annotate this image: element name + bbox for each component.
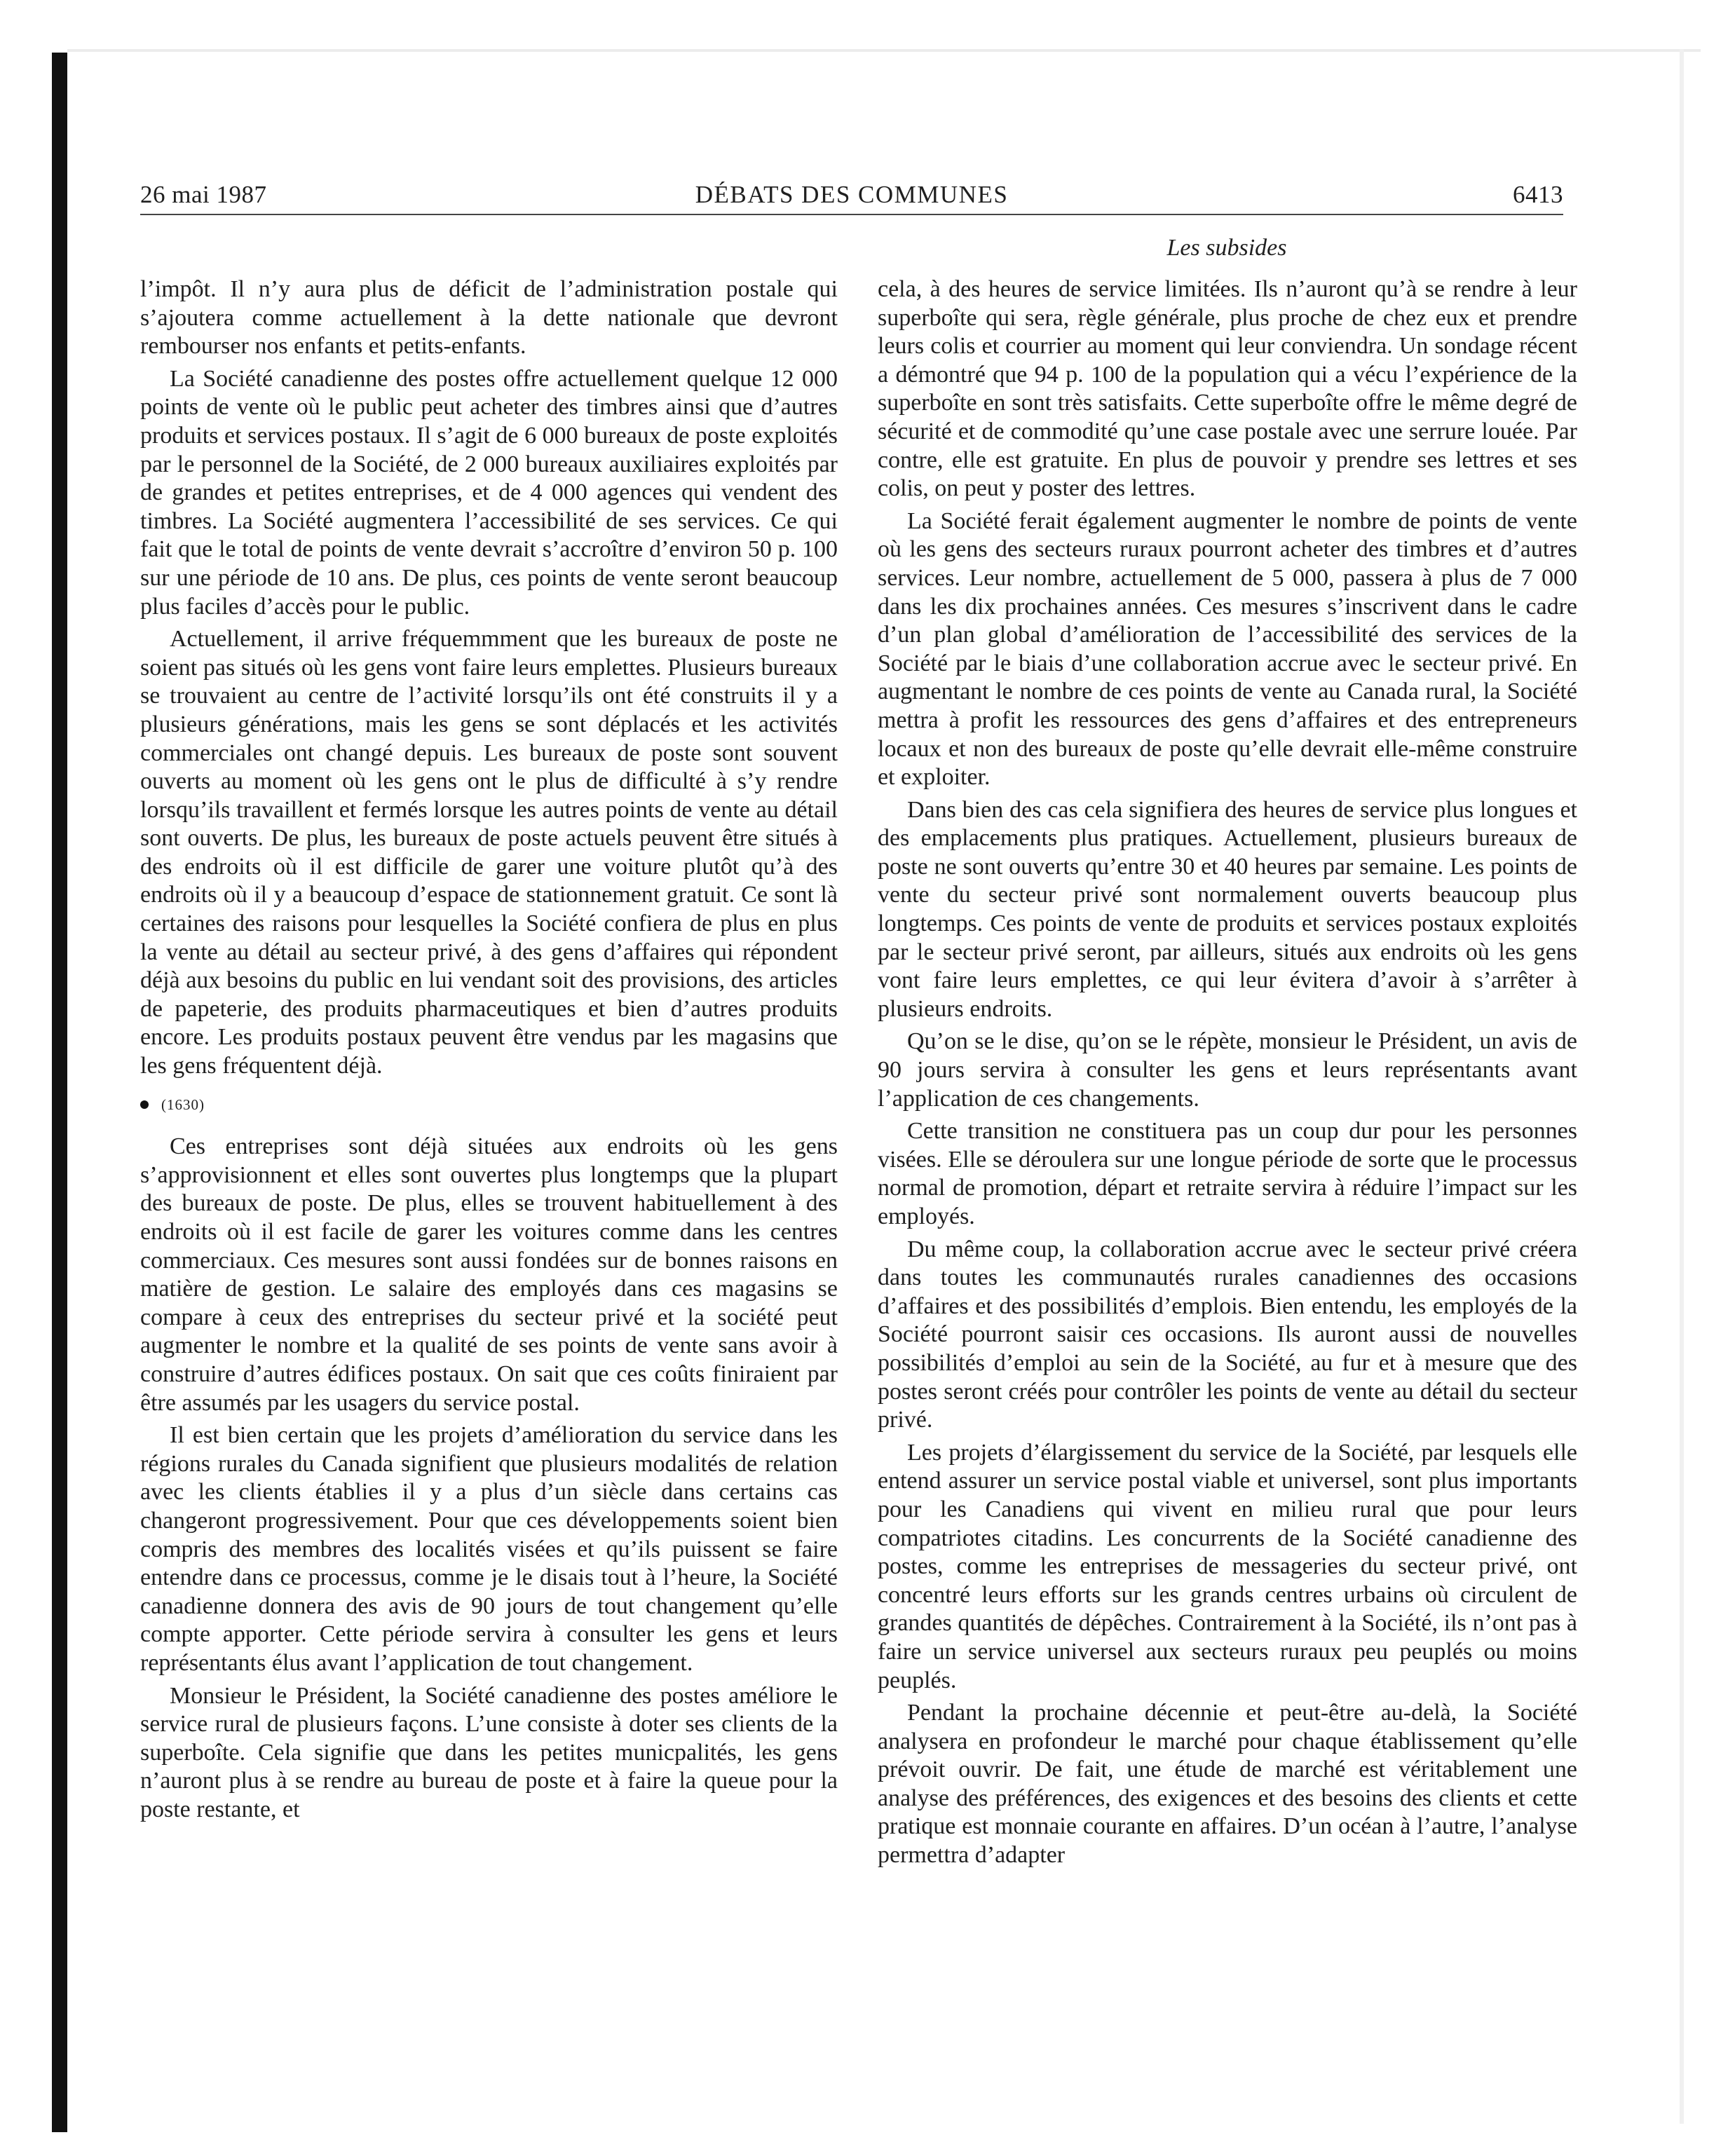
paragraph: cela, à des heures de service limitées. Ils n’auront qu’à se rendre à leur superboîte qui sera, règle générale, plus proche de chez eux et prendre leurs colis et courrier au moment qui leur conviendra. Un sondage récent a démontré que 94 p. 100 de la population qui a vécu l’expérience de la superboîte en sont très satisfaits. Cette superboîte offre le même degré de sécurité et de commodité qu’une case postale avec une serrure louée. Par contre, elle est gratuite. En plus de pouvoir y prendre ses lettres et ses colis, on peut y poster des lettres. [878, 276, 1577, 502]
paragraph: Dans bien des cas cela signifiera des heures de service plus longues et des emplacements plus pratiques. Actuellement, plusieurs bureaux de poste ne sont ouverts qu’entre 30 et 40 heures par semaine. Les points de vente du secteur privé sont normalement ouverts beaucoup plus longtemps. Ces points de vente de produits et services postaux exploités par le secteur privé seront, par ailleurs, situés aux endroits où les gens vont faire leurs emplettes, ce qui leur évitera d’avoir à s’arrêter à plusieurs endroits. [878, 796, 1577, 1022]
header-rule [140, 214, 1563, 215]
bullet-icon [140, 1100, 149, 1109]
page-header [140, 181, 1563, 216]
section-title: Les subsides [1166, 235, 1287, 261]
left-column [140, 275, 838, 1824]
paragraph: l’impôt. Il n’y aura plus de déficit de l’administration postale qui s’ajoutera comme actuellement à la dette nationale que devront rembourser nos enfants et petits-enfants. [140, 276, 838, 360]
time-marker-label: (1630) [161, 1096, 205, 1113]
paragraph: Les projets d’élargissement du service de la Société, par lesquels elle entend assurer un service postal viable et universel, sont plus importants pour les Canadiens qui vivent en milieu rural que pour leurs compatriotes citadins. Les concurrents de la Société canadienne des postes, comme les entreprises de messageries du secteur privé, ont concentré leurs efforts sur les grands centres urbains où circulent de grandes quantités de dépêches. Contrairement à la Société, ils n’ont pas à faire un service universel aux secteurs ruraux peu peuplés ou moins peuplés. [878, 1439, 1577, 1693]
time-marker [140, 1091, 838, 1119]
header-page-number: 6413 [1513, 181, 1563, 208]
paragraph: Monsieur le Président, la Société canadienne des postes améliore le service rural de plusieurs façons. L’une consiste à doter ses clients de la superboîte. Cela signifie que dans les petites municpalités, les gens n’auront plus à se rendre au bureau de poste et à faire la queue pour la poste restante, et [140, 1682, 838, 1822]
paragraph: Du même coup, la collaboration accrue avec le secteur privé créera dans toutes les communautés rurales canadiennes des occasions d’affaires et des possibilités d’emplois. Bien entendu, les employés de la Société pourront saisir ces occasions. Ils auront aussi de nouvelles possibilités d’emploi au sein de la Société, au fur et à mesure que des postes seront créés pour contrôler les points de vente au détail du secteur privé. [878, 1236, 1577, 1433]
paragraph: Pendant la prochaine décennie et peut-être au-delà, la Société analysera en profondeur le marché pour chaque établissement qu’elle prévoit ouvrir. De fait, une étude de marché est véritablement une analyse des préférences, des exigences et des besoins des clients et cette pratique est monnaie courante en affaires. D’un océan à l’autre, l’analyse permettra d’adapter [878, 1700, 1577, 1869]
paragraph: Il est bien certain que les projets d’amélioration du service dans les régions rurales du Canada signifient que plusieurs modalités de relation avec les clients établies il y a plus d’un siècle dans certains cas changeront progressivement. Pour que ces développements soient bien compris des membres des localités visées et qu’ils puissent se faire entendre dans ce processus, comme je le disais tout à l’heure, la Société canadienne donnera des avis de 90 jours de tout changement qu’elle compte apporter. Cette période servira à consulter les gens et leurs représentants élus avant l’application de tout changement. [140, 1422, 838, 1676]
header-date: 26 mai 1987 [140, 181, 267, 208]
paragraph: La Société ferait également augmenter le nombre de points de vente où les gens des secteurs ruraux pourront acheter des timbres et d’autres services. Leur nombre, actuellement de 5 000, passera à plus de 7 000 dans les dix prochaines années. Ces mesures s’inscrivent dans le cadre d’un plan global d’amélioration de l’accessibilité des services de la Société par le biais d’une collaboration accrue avec le secteur privé. En augmentant le nombre de ces points de vente au Canada rural, la Société mettra à profit les ressources des gens d’affaires et des entrepreneurs locaux et non des bureaux de poste qu’elle devrait elle-même construire et exploiter. [878, 507, 1577, 791]
header-title: DÉBATS DES COMMUNES [695, 181, 1009, 208]
paragraph: Ces entreprises sont déjà situées aux endroits où les gens s’approvisionnent et elles sont ouvertes plus longtemps que la plupart des bureaux de poste. De plus, elles se trouvent habituellement à des endroits où il est facile de garer les voitures comme dans les centres commerciaux. Ces mesures sont aussi fondées sur de bonnes raisons en matière de gestion. Le salaire des employés dans ces magasins se compare à ceux des entreprises du secteur privé et la société peut augmenter le nombre et la qualité de ses points de vente sans avoir à construire d’autres édifices postaux. On sait que ces coûts finiraient par être assumés par les usagers du service postal. [140, 1133, 838, 1416]
paragraph: La Société canadienne des postes offre actuellement quelque 12 000 points de vente où le public peut acheter des timbres ainsi que d’autres produits et services postaux. Il s’agit de 6 000 bureaux de poste exploités par le personnel de la Société, de 2 000 bureaux auxiliaires exploités par de grandes et petites entreprises, et de 4 000 agences qui vendent des timbres. La Société augmentera l’accessibilité de ses services. Ce qui fait que le total de points de vente devrait s’accroître d’environ 50 p. 100 sur une période de 10 ans. De plus, ces points de vente seront beaucoup plus faciles d’accès pour le public. [140, 365, 838, 620]
scan-binding-edge [52, 53, 67, 2132]
paragraph: Qu’on se le dise, qu’on se le répète, monsieur le Président, un avis de 90 jours servira à consulter les gens et leurs représentants avant l’application de ces changements. [878, 1028, 1577, 1112]
paragraph: Cette transition ne constituera pas un coup dur pour les personnes visées. Elle se déroulera sur une longue période de sorte que le processus normal de promotion, départ et retraite servira à réduire l’impact sur les employés. [878, 1118, 1577, 1229]
scan-top-edge [67, 49, 1701, 52]
scan-margin [0, 0, 57, 2156]
paragraph: Actuellement, il arrive fréquemmment que les bureaux de poste ne soient pas situés où les gens vont faire leurs emplettes. Plusieurs bureaux se trouvaient au centre de l’activité lorsqu’ils ont été construits il y a plusieurs générations, mais les gens se sont déplacés et les activités commerciales ont changé depuis. Les bureaux de poste sont souvent ouverts au moment où les gens ont le plus de difficulté à s’y rendre lorsqu’ils travaillent et fermés lorsque les autres points de vente au détail sont ouverts. De plus, les bureaux de poste actuels peuvent être situés à des endroits où il est difficile de garer une voiture plutôt qu’à des endroits où il y a beaucoup d’espace de stationnement gratuit. Ce sont là certaines des raisons pour lesquelles la Société confiera de plus en plus la vente au détail au secteur privé, à des gens d’affaires qui répondent déjà aux besoins du public en lui vendant soit des provisions, des articles de papeterie, des produits pharmaceutiques et bien d’autres produits encore. Les produits postaux peuvent être vendus par les magasins que les gens fréquentent déjà. [140, 626, 838, 1079]
scan-right-edge [1680, 49, 1684, 2124]
right-column [878, 275, 1577, 1870]
